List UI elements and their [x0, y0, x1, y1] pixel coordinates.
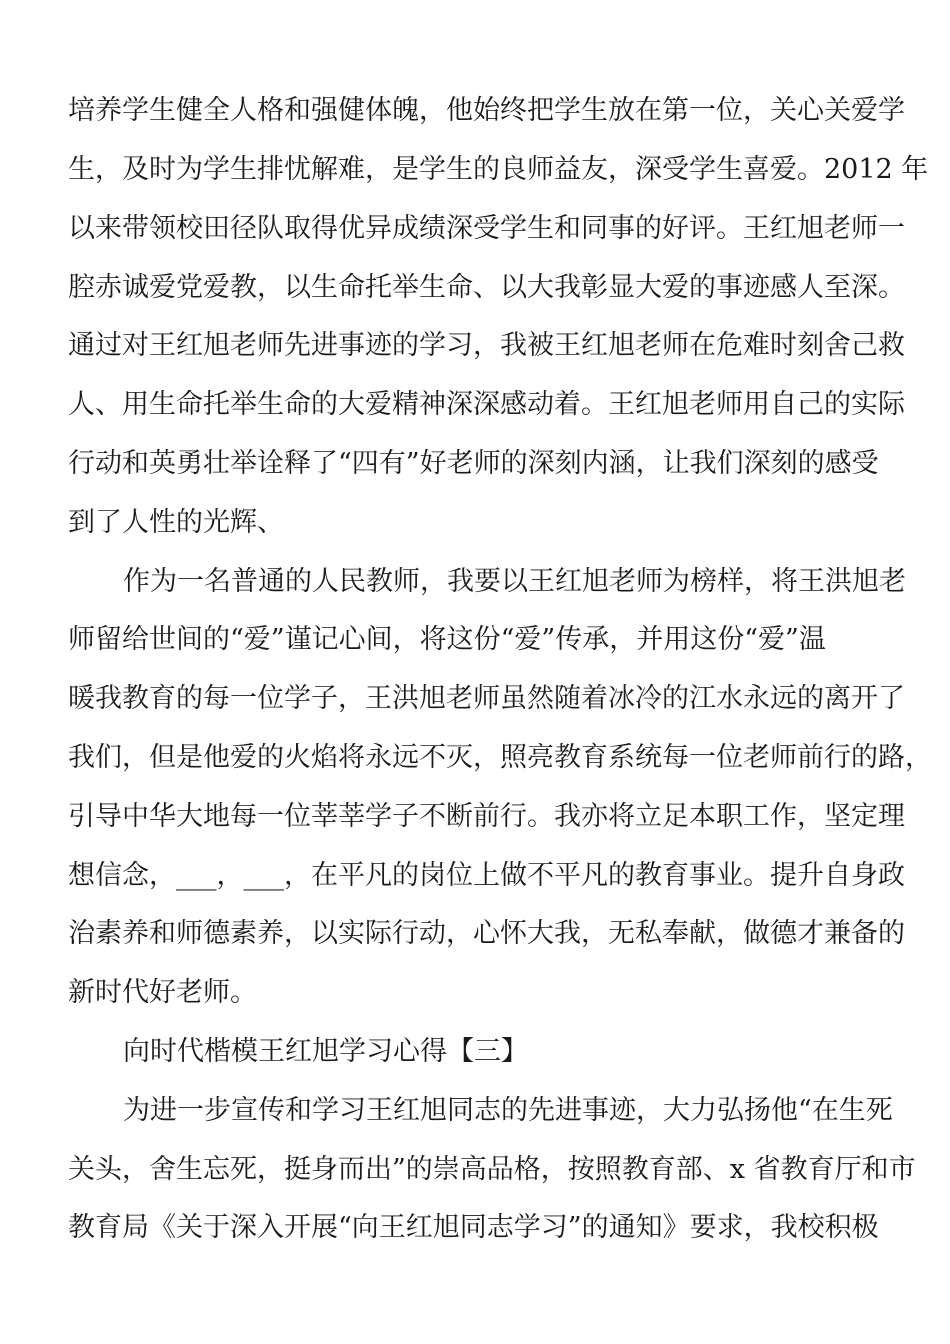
- text-line: 行动和英勇壮举诠释了“四有”好老师的深刻内涵，让我们深刻的感受: [68, 448, 879, 479]
- text-line: 为进一步宣传和学习王红旭同志的先进事迹，大力弘扬他“在生死: [123, 1095, 893, 1126]
- text-line: 引导中华大地每一位莘莘学子不断前行。我亦将立足本职工作，坚定理: [68, 801, 905, 832]
- text-line: 生，及时为学生排忧解难，是学生的良师益友，深受学生喜爱。2012 年: [68, 154, 929, 185]
- text-line: 作为一名普通的人民教师，我要以王红旭老师为榜样，将王洪旭老: [123, 566, 906, 597]
- text-line: 治素养和师德素养，以实际行动，心怀大我，无私奉献，做德才兼备的: [68, 918, 905, 949]
- section-heading: 向时代楷模王红旭学习心得【三】: [123, 1036, 528, 1067]
- text-line: 新时代好老师。: [68, 977, 257, 1008]
- text-line: 教育局《关于深入开展“向王红旭同志学习”的通知》要求，我校积极: [68, 1212, 879, 1243]
- text-line: 通过对王红旭老师先进事迹的学习，我被王红旭老师在危难时刻舍己救: [68, 330, 905, 361]
- text-line: 想信念，___，___，在平凡的岗位上做不平凡的教育事业。提升自身政: [68, 860, 905, 891]
- text-line: 以来带领校田径队取得优异成绩深受学生和同事的好评。王红旭老师一: [68, 213, 905, 244]
- text-line: 师留给世间的“爱”谨记心间，将这份“爱”传承，并用这份“爱”温: [68, 624, 826, 655]
- text-line: 到了人性的光辉、: [68, 507, 284, 538]
- text-line: 培养学生健全人格和强健体魄，他始终把学生放在第一位，关心关爱学: [68, 95, 905, 126]
- text-line: 人、用生命托举生命的大爱精神深深感动着。王红旭老师用自己的实际: [68, 389, 905, 420]
- text-line: 腔赤诚爱党爱教，以生命托举生命、以大我彰显大爱的事迹感人至深。: [68, 272, 905, 303]
- text-line: 暖我教育的每一位学子，王洪旭老师虽然随着冰冷的江水永远的离开了: [68, 683, 905, 714]
- text-line: 我们，但是他爱的火焰将永远不灭，照亮教育系统每一位老师前行的路，: [68, 742, 932, 773]
- text-line: 关头，舍生忘死，挺身而出”的崇高品格，按照教育部、x 省教育厅和市: [68, 1154, 916, 1185]
